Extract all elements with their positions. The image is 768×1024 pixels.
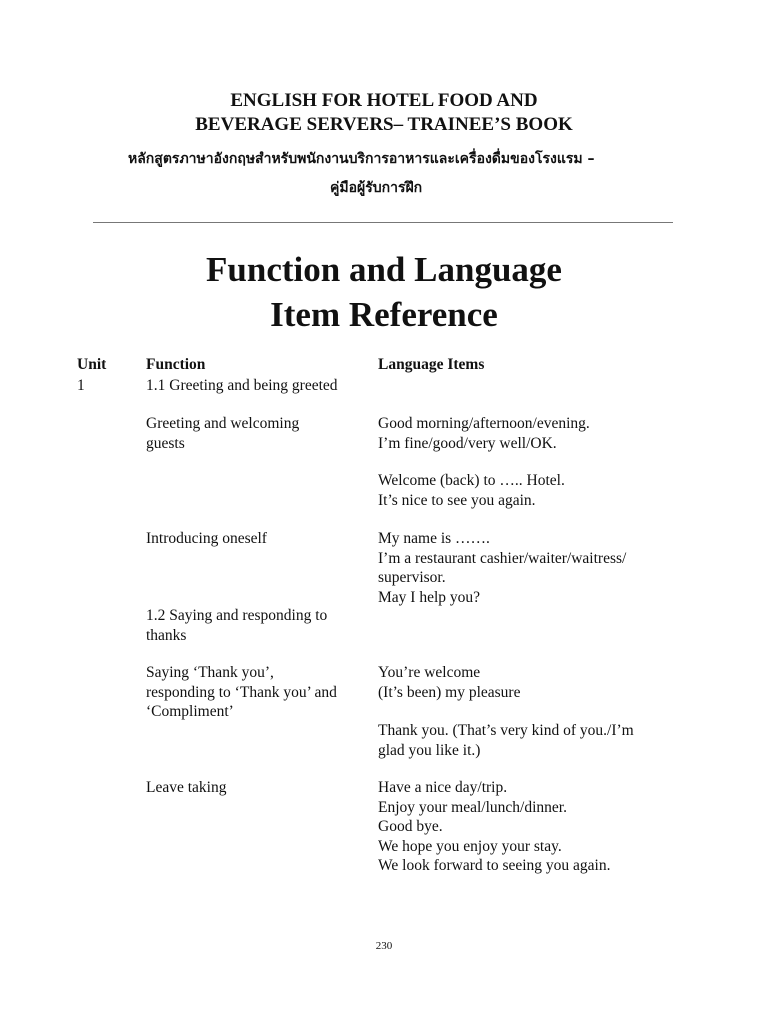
column-header-function: Function (146, 356, 206, 373)
column-header-language-items: Language Items (378, 356, 485, 373)
language-line: Enjoy your meal/lunch/dinner. (378, 798, 567, 816)
function-line: responding to ‘Thank you’ and (146, 683, 337, 701)
language-line: (It’s been) my pleasure (378, 683, 521, 701)
language-line: Welcome (back) to ….. Hotel. (378, 472, 565, 489)
language-line: It’s nice to see you again. (378, 491, 536, 509)
language-line: I’m a restaurant cashier/waiter/waitress/ (378, 549, 627, 567)
language-line: Have a nice day/trip. (378, 779, 508, 796)
language-line: You’re welcome (378, 664, 481, 681)
page-number: 230 (375, 940, 393, 952)
function-line: 1.2 Saying and responding to (146, 607, 328, 624)
language-cell (378, 471, 565, 510)
language-line: supervisor. (378, 569, 446, 586)
language-line: My name is ……. (378, 530, 490, 547)
language-cell (378, 529, 626, 607)
thai-title-line-1: หลักสูตรภาษาอังกฤษสำหรับพนักงานบริการอาหารและเครื่องดื่มของโรงแรม – (128, 151, 595, 167)
function-line: guests (146, 434, 185, 452)
language-line: Good morning/afternoon/evening. (378, 415, 590, 432)
language-cell (378, 414, 590, 453)
function-line: Greeting and welcoming (146, 415, 300, 432)
header-divider (93, 222, 673, 223)
language-line: I’m fine/good/very well/OK. (378, 434, 557, 452)
function-line: Leave taking (146, 779, 227, 796)
unit-number: 1 (77, 377, 85, 394)
function-cell (146, 414, 299, 453)
section-heading-1-1: 1.1 Greeting and being greeted (146, 377, 338, 394)
function-cell (146, 663, 337, 722)
thai-title-line-2: คู่มือผู้รับการฝึก (330, 180, 423, 196)
language-line: We look forward to seeing you again. (378, 857, 611, 874)
language-cell (378, 721, 634, 760)
language-line: May I help you? (378, 588, 481, 606)
book-title-line-1: ENGLISH FOR HOTEL FOOD AND (230, 90, 538, 111)
language-line: We hope you enjoy your stay. (378, 837, 562, 855)
function-line: Saying ‘Thank you’, (146, 664, 274, 681)
section-heading-1-2 (146, 606, 327, 645)
column-header-unit: Unit (77, 356, 107, 373)
function-line: Introducing oneself (146, 530, 267, 547)
book-title-line-2: BEVERAGE SERVERS– TRAINEE’S BOOK (195, 114, 573, 135)
language-cell (378, 778, 610, 876)
language-line: Thank you. (That’s very kind of you./I’m (378, 722, 634, 739)
function-line: ‘Compliment’ (146, 703, 234, 720)
language-line: Good bye. (378, 818, 443, 835)
function-cell (146, 529, 267, 549)
function-line: thanks (146, 626, 187, 644)
language-line: glad you like it.) (378, 741, 481, 759)
page-title-line-2: Item Reference (270, 295, 498, 334)
page-title-line-1: Function and Language (206, 250, 562, 289)
language-cell (378, 663, 520, 702)
function-cell (146, 778, 226, 798)
